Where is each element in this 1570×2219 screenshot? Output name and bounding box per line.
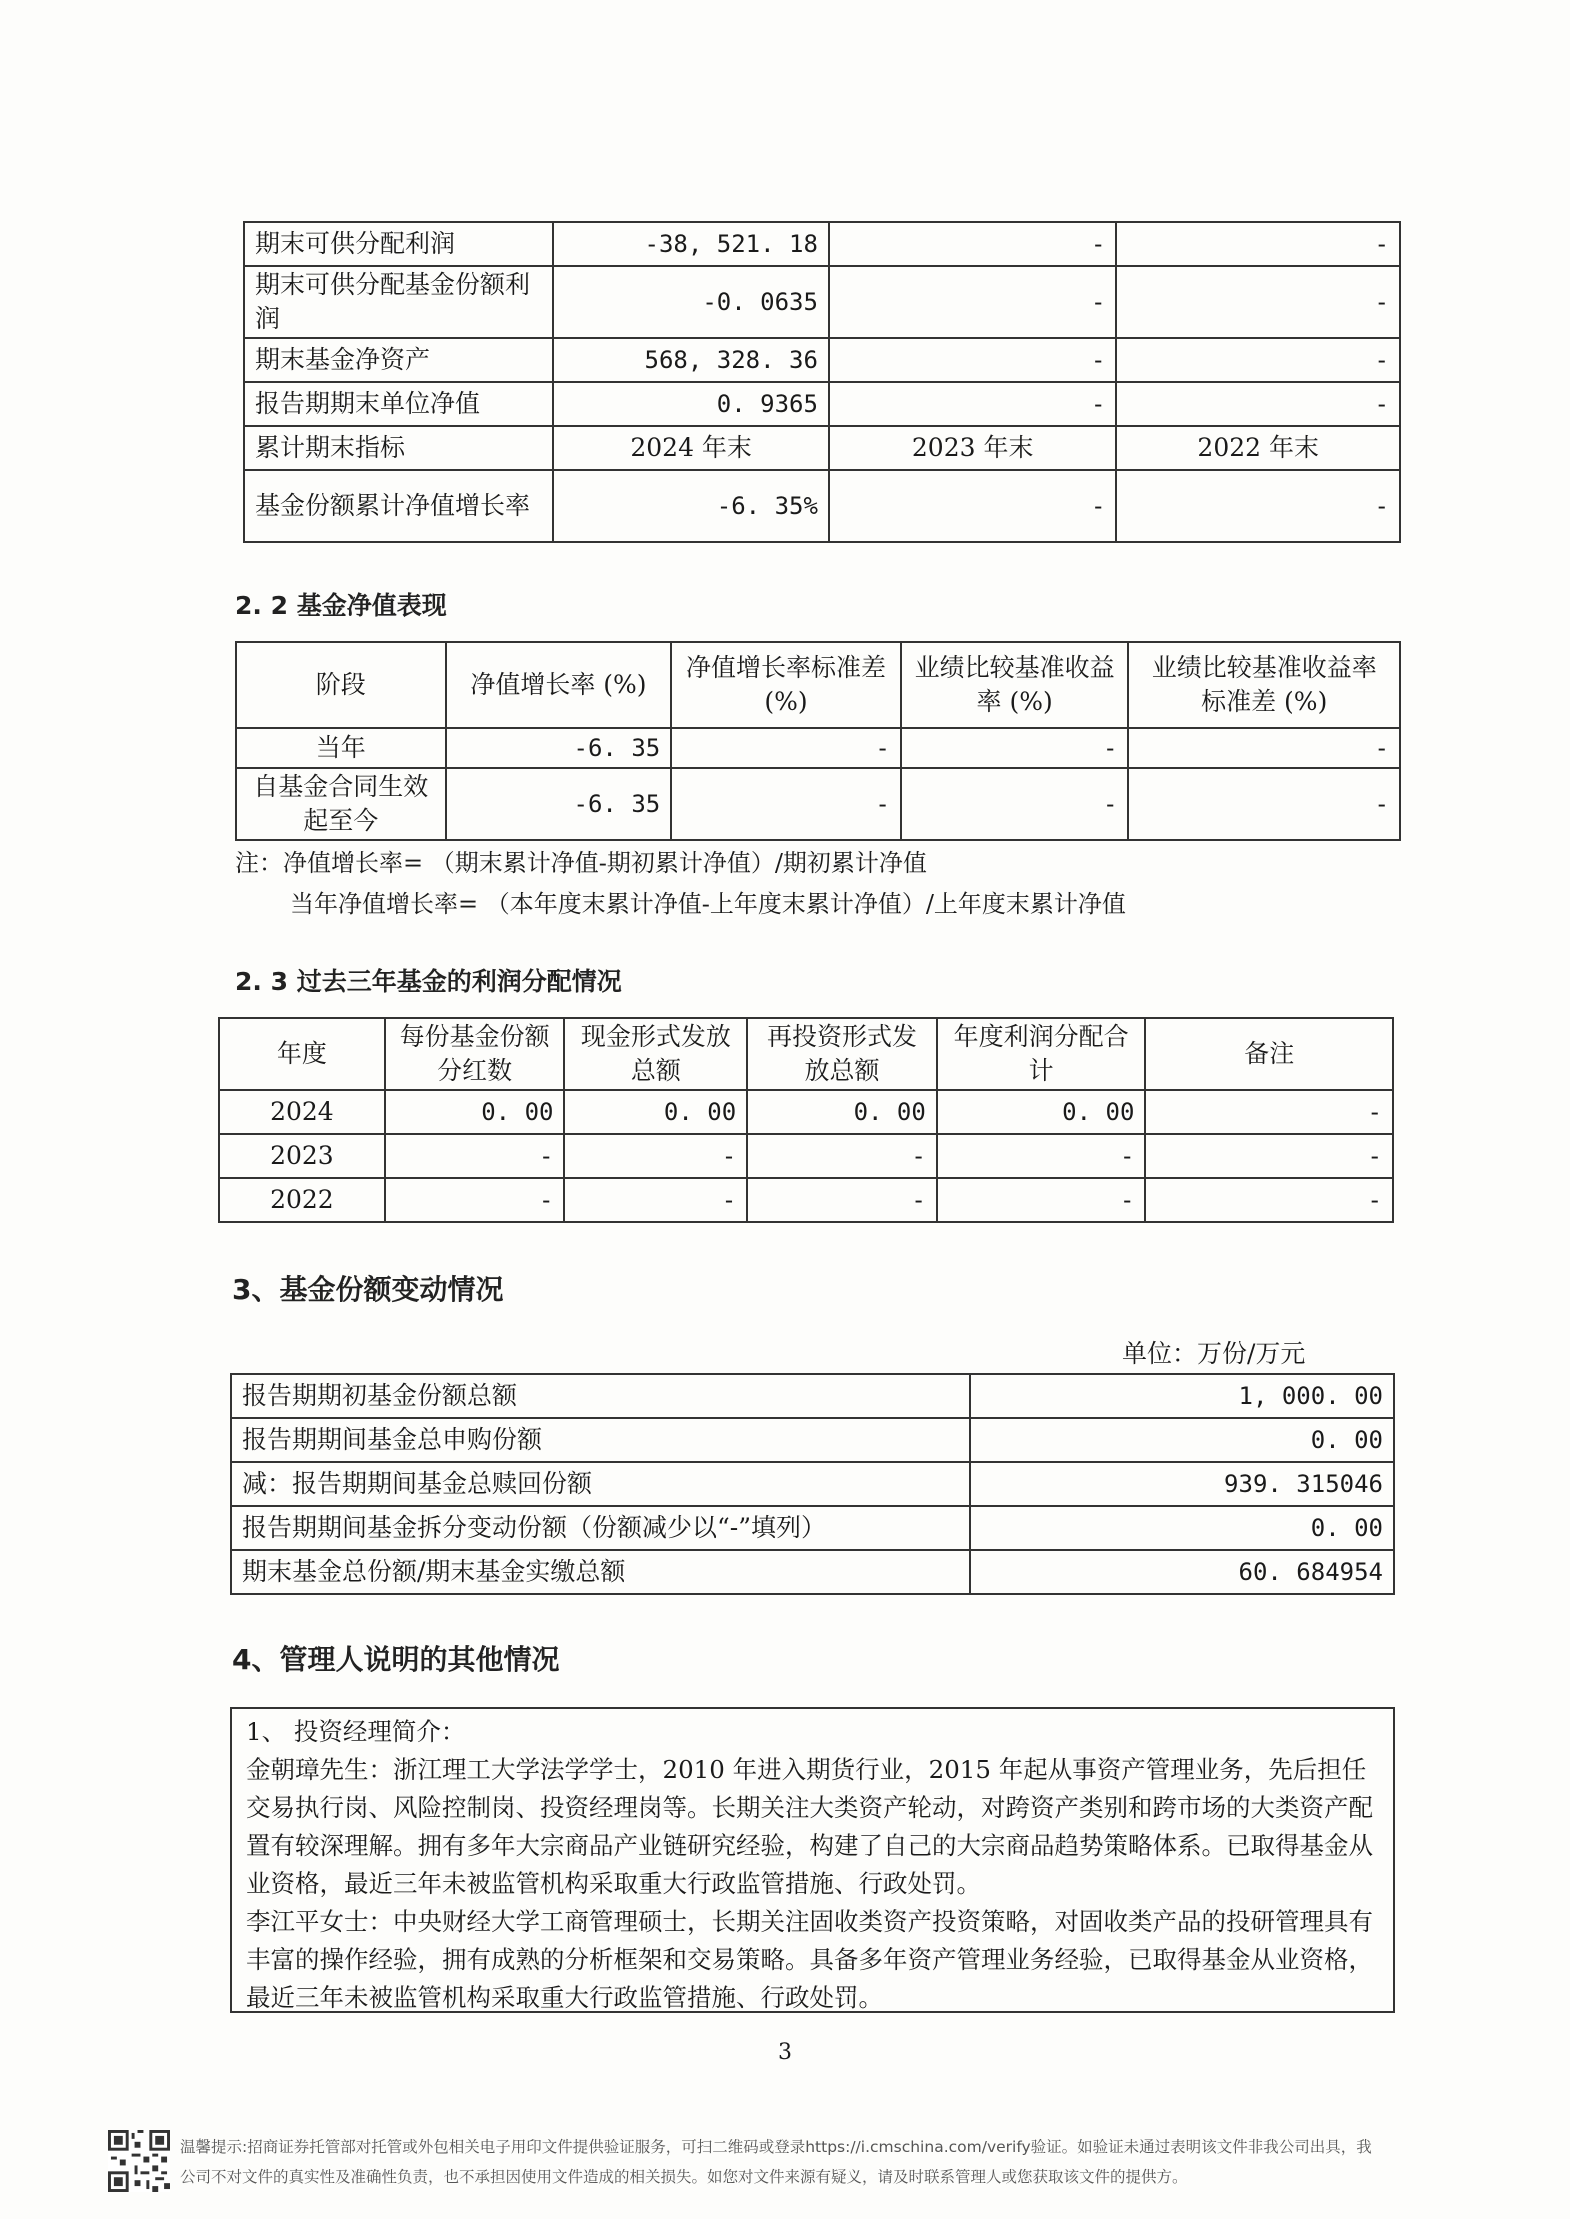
row-label: 基金份额累计净值增长率: [244, 470, 553, 542]
cell-value: -: [937, 1134, 1146, 1178]
column-header: 业绩比较基准收益率标准差 (%): [1128, 642, 1400, 728]
cell-value: -: [937, 1178, 1146, 1222]
section-title-4: 4、管理人说明的其他情况: [232, 1643, 560, 1676]
cell-value: -6. 35: [446, 768, 672, 840]
section-title-2-2: 2. 2 基金净值表现: [235, 591, 447, 620]
cell-value: 0. 00: [970, 1418, 1394, 1462]
table-row: [244, 222, 1400, 266]
cell-value: -0. 0635: [553, 266, 829, 338]
cell-value: -6. 35%: [553, 470, 829, 542]
cell-value: 60. 684954: [970, 1550, 1394, 1594]
table-row: [244, 338, 1400, 382]
note-line: 当年净值增长率= （本年度末累计净值-上年度末累计净值）/上年度末累计净值: [290, 890, 1126, 918]
cell-value: 568, 328. 36: [553, 338, 829, 382]
cell-value: 0. 00: [564, 1090, 747, 1134]
column-header: 阶段: [236, 642, 446, 728]
cell-value: 939. 315046: [970, 1462, 1394, 1506]
table-row: [244, 470, 1400, 542]
cell-value: 2024 年末: [553, 426, 829, 470]
section-title-2-3: 2. 3 过去三年基金的利润分配情况: [235, 967, 622, 996]
cell-value: 0. 00: [747, 1090, 937, 1134]
cell-value: -: [1116, 222, 1400, 266]
unit-label: 单位：万份/万元: [1122, 1339, 1306, 1368]
column-header: 净值增长率 (%): [446, 642, 672, 728]
fund-indicator-table: [243, 221, 1401, 543]
row-label: 期末可供分配利润: [244, 222, 553, 266]
cell-value: 2022 年末: [1116, 426, 1400, 470]
table-row: [219, 1090, 1393, 1134]
cell-value: -: [1128, 728, 1400, 768]
cell-value: 当年: [236, 728, 446, 768]
qr-code-icon: [108, 2130, 170, 2192]
table-row: [231, 1462, 1394, 1506]
profit-distribution-table: [218, 1017, 1394, 1223]
cell-value: 0. 9365: [553, 382, 829, 426]
column-header: 现金形式发放总额: [564, 1018, 747, 1090]
row-label: 累计期末指标: [244, 426, 553, 470]
row-label: 报告期期间基金拆分变动份额（份额减少以“-”填列）: [231, 1506, 970, 1550]
cell-value: -: [1116, 382, 1400, 426]
table-row: [236, 768, 1400, 840]
row-label: 期末可供分配基金份额利润: [244, 266, 553, 338]
cell-value: 0. 00: [937, 1090, 1146, 1134]
cell-value: 2023 年末: [829, 426, 1117, 470]
cell-value: -: [564, 1178, 747, 1222]
cell-value: -: [671, 728, 901, 768]
cell-value: -: [829, 338, 1117, 382]
column-header: 年度: [219, 1018, 385, 1090]
cell-value: -: [1116, 338, 1400, 382]
page-number: 3: [778, 2040, 792, 2065]
cell-value: 0. 00: [970, 1506, 1394, 1550]
column-header: 再投资形式发放总额: [747, 1018, 937, 1090]
cell-value: 2023: [219, 1134, 385, 1178]
cell-value: -: [1145, 1178, 1393, 1222]
table-header-row: [219, 1018, 1393, 1090]
table-row: [219, 1134, 1393, 1178]
table-row: [244, 266, 1400, 338]
row-label: 报告期期初基金份额总额: [231, 1374, 970, 1418]
nav-performance-table: [235, 641, 1401, 841]
note-line: 注：净值增长率= （期末累计净值-期初累计净值）/期初累计净值: [235, 849, 927, 877]
manager-info-box: [230, 1707, 1395, 2013]
cell-value: -: [1128, 768, 1400, 840]
share-change-table: [230, 1373, 1395, 1595]
table-row: [244, 426, 1400, 470]
section-title-3: 3、基金份额变动情况: [232, 1273, 504, 1306]
cell-value: 1, 000. 00: [970, 1374, 1394, 1418]
cell-value: -: [1116, 470, 1400, 542]
row-label: 报告期期末单位净值: [244, 382, 553, 426]
cell-value: -6. 35: [446, 728, 672, 768]
column-header: 净值增长率标准差 (%): [671, 642, 901, 728]
cell-value: -: [1145, 1090, 1393, 1134]
cell-value: -: [385, 1178, 565, 1222]
manager-intro-heading: 1、 投资经理简介：: [246, 1717, 466, 1746]
table-row: [244, 382, 1400, 426]
column-header: 备注: [1145, 1018, 1393, 1090]
cell-value: -: [829, 266, 1117, 338]
row-label: 期末基金净资产: [244, 338, 553, 382]
cell-value: 2022: [219, 1178, 385, 1222]
cell-value: 2024: [219, 1090, 385, 1134]
cell-value: -: [1116, 266, 1400, 338]
table-row: [231, 1374, 1394, 1418]
cell-value: -: [671, 768, 901, 840]
table-row: [231, 1550, 1394, 1594]
table-header-row: [236, 642, 1400, 728]
table-row: [231, 1506, 1394, 1550]
cell-value: -: [385, 1134, 565, 1178]
cell-value: -: [829, 222, 1117, 266]
row-label: 减：报告期期间基金总赎回份额: [231, 1462, 970, 1506]
cell-value: -: [564, 1134, 747, 1178]
cell-value: -: [829, 382, 1117, 426]
column-header: 年度利润分配合计: [937, 1018, 1146, 1090]
row-label: 报告期期间基金总申购份额: [231, 1418, 970, 1462]
table-row: [231, 1418, 1394, 1462]
cell-value: -: [1145, 1134, 1393, 1178]
table-row: [236, 728, 1400, 768]
cell-value: 0. 00: [385, 1090, 565, 1134]
manager-bio-li: 李江平女士：中央财经大学工商管理硕士，长期关注固收类资产投资策略，对固收类产品的投研管理具有丰富的操作经验，拥有成熟的分析框架和交易策略。具备多年资产管理业务经验，已取得基金从业资格，最近三年未被监管机构采取重大行政监管措施、行政处罚。: [246, 1907, 1373, 2012]
cell-value: -: [829, 470, 1117, 542]
cell-value: -: [901, 768, 1129, 840]
cell-value: -38, 521. 18: [553, 222, 829, 266]
cell-value: -: [901, 728, 1129, 768]
manager-bio-jin: 金朝璋先生：浙江理工大学法学学士，2010 年进入期货行业，2015 年起从事资产管理业务，先后担任交易执行岗、风险控制岗、投资经理岗等。长期关注大类资产轮动，对跨资产类别和跨市场的大类资产配置有较深理解。拥有多年大宗商品产业链研究经验，构建了自己的大宗商品趋势策略体系。已取得基金从业资格，最近三年未被监管机构采取重大行政监管措施、行政处罚。: [246, 1755, 1373, 1898]
cell-value: -: [747, 1134, 937, 1178]
column-header: 业绩比较基准收益率 (%): [901, 642, 1129, 728]
row-label: 期末基金总份额/期末基金实缴总额: [231, 1550, 970, 1594]
column-header: 每份基金份额分红数: [385, 1018, 565, 1090]
cell-value: 自基金合同生效起至今: [236, 768, 446, 840]
table-row: [219, 1178, 1393, 1222]
cell-value: -: [747, 1178, 937, 1222]
verification-footer: 温馨提示:招商证券托管部对托管或外包相关电子用印文件提供验证服务，可扫二维码或登录https://i.cmschina.com/verify验证。如验证未通过表明该文件非我公司出具，我公司不对文件的真实性及准确性负责，也不承担因使用文件造成的相关损失。如您对文件来源有疑义，请及时联系管理人或您获取该文件的提供方。: [180, 2138, 1372, 2186]
